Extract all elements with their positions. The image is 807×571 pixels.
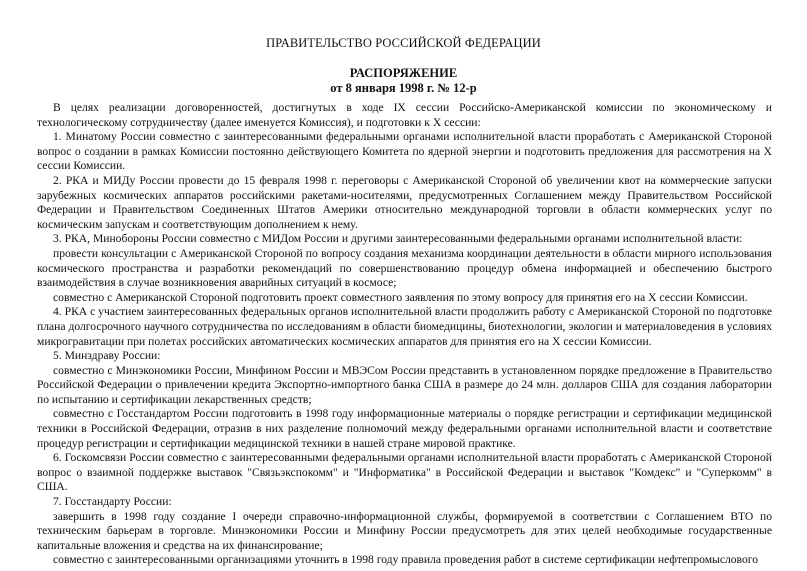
paragraph-item-4: 4. РКА с участием заинтересованных федеральных органов исполнительной власти продолжить работу с Американской Стороной по подготовке плана долгосрочного научного сотрудничества по исследованиям в области биомедицины, биотехнологии, экологии и материаловедения в условиях микрогравитации при полетах российских автоматических космических аппаратов для принятия его на X сессии Комиссии. xyxy=(37,305,772,348)
government-heading: ПРАВИТЕЛЬСТВО РОССИЙСКОЙ ФЕДЕРАЦИИ xyxy=(266,36,541,50)
paragraph-item-6: 6. Госкомсвязи России совместно с заинтересованными федеральными органами исполнительной власти проработать с Американской Стороной вопрос о взаимной поддержке выставок "Связьэкспокомм" и "Информатика" в Российской Федерации и выставок "Комдекс" и "Суперкомм" в США. xyxy=(37,451,772,494)
paragraph-item-2: 2. РКА и МИДу России провести до 15 февраля 1998 г. переговоры с Американской Стороной об увеличении квот на коммерческие запуски зарубежных космических аппаратов российскими ракетами-носителями, предусмотренных Соглашением между Правительством Российской Федерации и Правительством Соединенных Штатов Америки относительно международной торговли в области коммерческих услуг по космическим запускам и соответствующим дополнением к нему. xyxy=(37,173,772,231)
paragraph-item-3-sub-1: провести консультации с Американской Стороной по вопросу создания механизма координации деятельности в области мирного использования космического пространства и разработки рекомендаций по совершенствованию процедур обмена информацией и обеспечению быстрого взаимодействия в случае возникновения аварийных ситуаций в космосе; xyxy=(37,246,772,290)
paragraph-item-7-sub-1: завершить в 1998 году создание I очереди справочно-информационной службы, формируемой в соответствии с Соглашением ВТО по техническим барьерам в торговле. Минэкономики России и Минфину России предусмотреть для этих целей необходимые государственные капитальные вложения и средства на их финансирование; xyxy=(37,509,772,552)
document-body xyxy=(37,101,772,568)
paragraph-preamble: В целях реализации договоренностей, достигнутых в ходе IX сессии Российско-Американской комиссии по экономическому и технологическому сотрудничеству (далее именуется Комиссия), и подготовки к X сессии: xyxy=(37,101,772,129)
paragraph-item-1: 1. Минатому России совместно с заинтересованными федеральными органами исполнительной власти проработать с Американской Стороной вопрос о создании в рамках Комиссии постоянно действующего Комитета по ядерной энергии и подготовить предложения для рассмотрения на X сессии Комиссии. xyxy=(37,130,772,173)
document-title: РАСПОРЯЖЕНИЕ xyxy=(349,66,458,80)
paragraph-item-5-sub-2: совместно с Госстандартом России подготовить в 1998 году информационные материалы о порядке регистрации и сертификации медицинской техники в Российской Федерации, отразив в них разделение полномочий между федеральными органами исполнительной власти и соответствие процедур регистрации и сертификации медицинской техники в нашей стране мировой практике. xyxy=(37,407,772,450)
paragraph-item-7-sub-2: совместно с заинтересованными организациями уточнить в 1998 году правила проведения работ в системе сертификации нефтепромыслового xyxy=(53,553,758,567)
paragraph-item-3-sub-2: совместно с Американской Стороной подготовить проект совместного заявления по этому вопросу для принятия его на X сессии Комиссии. xyxy=(53,290,748,304)
paragraph-item-7: 7. Госстандарту России: xyxy=(53,495,172,509)
document-date-number: от 8 января 1998 г. № 12-р xyxy=(330,81,477,95)
paragraph-item-5-sub-1: совместно с Минэкономики России, Минфином России и МВЭСом России представить в установленном порядке предложение в Правительство Российской Федерации о привлечении кредита Экспортно-импортного банка США в размере до 24 млн. долларов США для создания лаборатории по испытанию и сертификации лекарственных средств; xyxy=(37,363,772,406)
paragraph-item-3: 3. РКА, Минобороны России совместно с МИДом России и другими заинтересованными федеральными органами исполнительной власти: xyxy=(53,232,743,246)
paragraph-item-5: 5. Минздраву России: xyxy=(53,349,161,363)
